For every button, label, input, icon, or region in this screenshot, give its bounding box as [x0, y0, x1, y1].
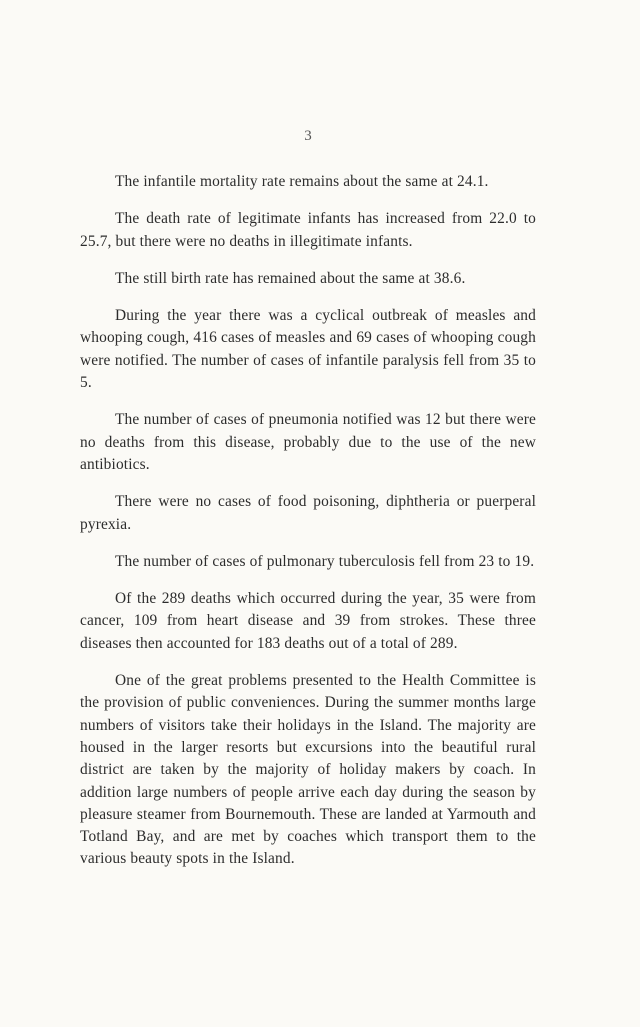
document-page	[80, 0, 536, 1027]
paragraph-food-poisoning: There were no cases of food poisoning, diphtheria or puerperal pyrexia.	[80, 493, 536, 533]
paragraph-legitimate-infants: The death rate of legitimate infants has increased from 22.0 to 25.7, but there were no deaths in illegitimate infants.	[80, 210, 536, 250]
paragraph-measles-outbreak: During the year there was a cyclical outbreak of measles and whooping cough, 416 cases of measles and 69 cases of whooping cough were notified. The number of cases of infantile paralysis fell from 35 to 5.	[80, 307, 536, 392]
paragraph-pneumonia: The number of cases of pneumonia notified was 12 but there were no deaths from this disease, probably due to the use of the new antibiotics.	[80, 411, 536, 473]
paragraph-still-birth: The still birth rate has remained about the same at 38.6.	[115, 269, 466, 287]
paragraph-deaths: Of the 289 deaths which occurred during the year, 35 were from cancer, 109 from heart disease and 39 from strokes. These three diseases then accounted for 183 deaths out of a total of 289.	[80, 590, 536, 652]
paragraph-infant-mortality: The infantile mortality rate remains about the same at 24.1.	[115, 173, 489, 190]
paragraph-tuberculosis: The number of cases of pulmonary tuberculosis fell from 23 to 19.	[115, 552, 535, 570]
body-text	[80, 171, 536, 886]
page-number: 3	[304, 128, 312, 144]
paragraph-public-conveniences: One of the great problems presented to the Health Committee is the provision of public conveniences. During the summer months large numbers of visitors take their holidays in the Island. The majority are housed in the larger resorts but excursions into the beautiful rural district are taken by the majority of holiday makers by coach. In addition large numbers of people arrive each day during the season by pleasure steamer from Bournemouth. These are landed at Yarmouth and Totland Bay, and are met by coaches which transport them to the various beauty spots in the Island.	[80, 672, 536, 868]
